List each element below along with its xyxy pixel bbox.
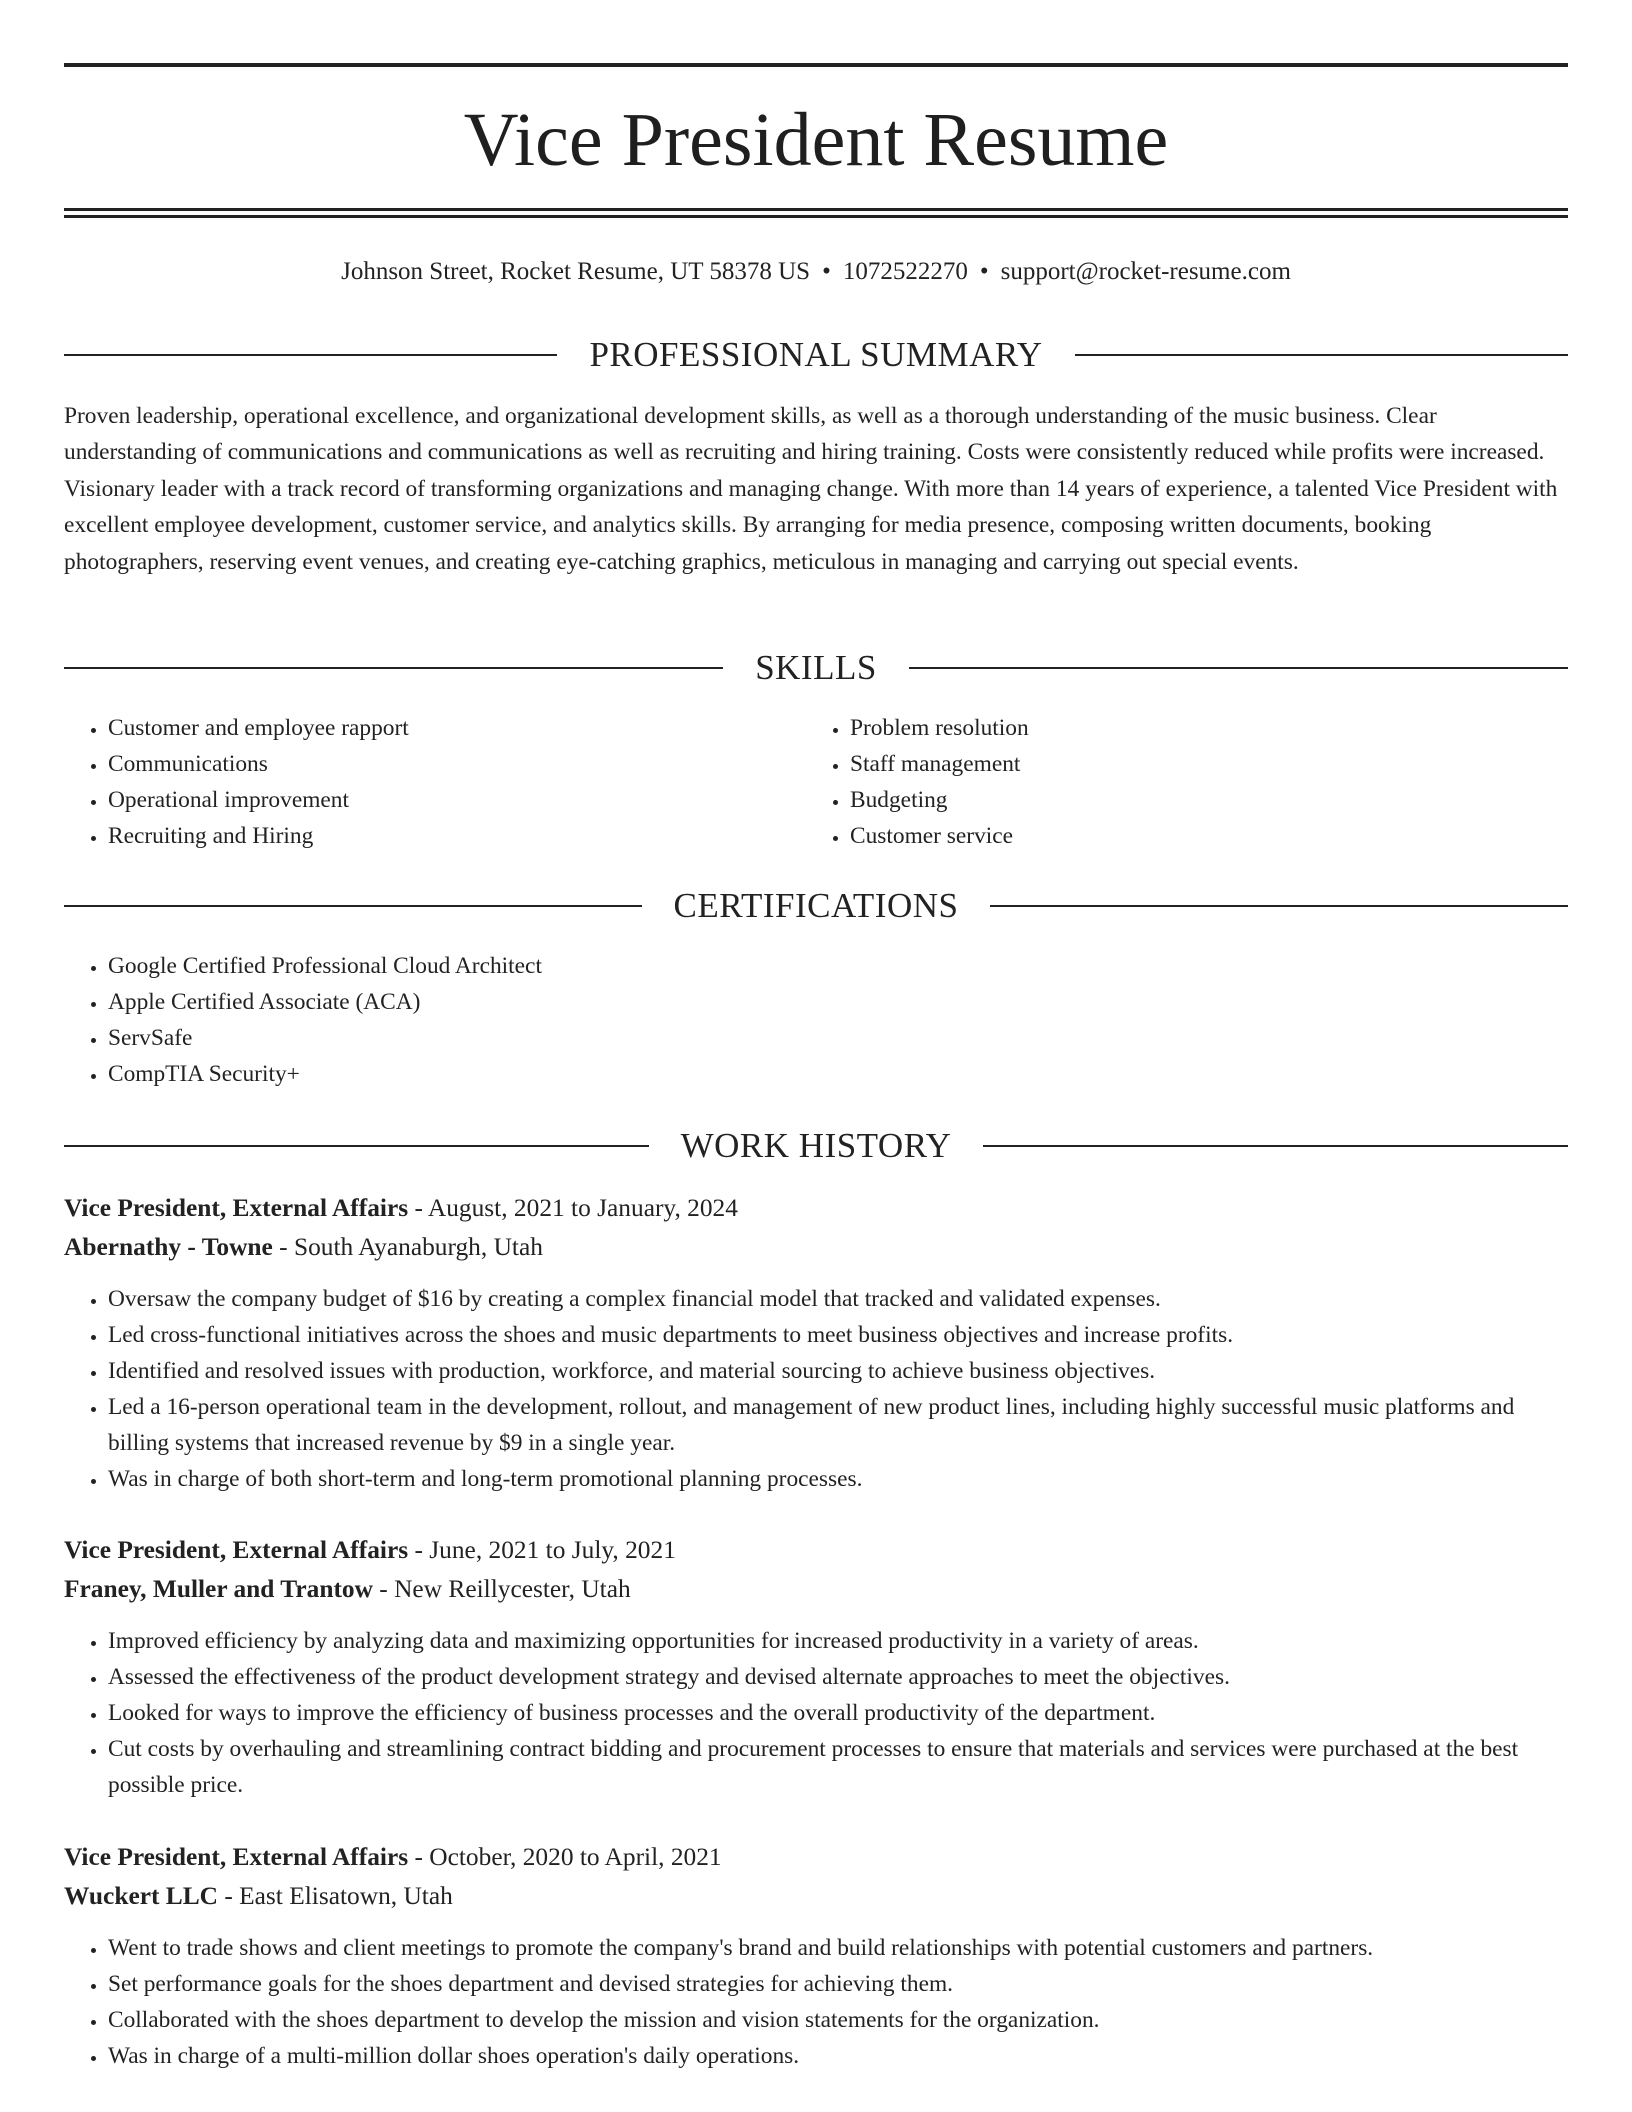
job-bullet: • Oversaw the company budget of $16 by creating a complex financial model that tracked and validated expenses.: [108, 1281, 1568, 1317]
skill-item: • Problem resolution: [850, 710, 1550, 746]
skill-item: • Recruiting and Hiring: [108, 818, 808, 854]
job-title: Vice President, External Affairs: [64, 1536, 409, 1564]
job-company: Wuckert LLC: [64, 1882, 218, 1910]
skills-list-right: [806, 710, 1550, 854]
job-location: - New Reillycester, Utah: [372, 1575, 631, 1603]
section-rule: [64, 1145, 649, 1147]
job-dates: - August, 2021 to January, 2024: [408, 1194, 738, 1222]
job-bullet: • Identified and resolved issues with production, workforce, and material sourcing to achieve business objectives.: [108, 1353, 1568, 1389]
skill-item: • Communications: [108, 746, 808, 782]
job-bullet: • Went to trade shows and client meetings to promote the company's brand and build relationships with potential customers and partners.: [108, 1930, 1568, 1966]
section-rule: [64, 354, 557, 356]
contact-separator: •: [979, 258, 989, 285]
certification-item: • Google Certified Professional Cloud Architect: [108, 948, 1108, 984]
job-title-line: [64, 1531, 1568, 1570]
contact-line: [64, 252, 1568, 292]
skill-item: • Operational improvement: [108, 782, 808, 818]
section-header-certifications: [64, 881, 1568, 931]
skills-list-left: [64, 710, 808, 854]
top-rule: [64, 63, 1568, 67]
contact-email: support@rocket-resume.com: [1000, 258, 1291, 285]
certification-item: • ServSafe: [108, 1020, 1108, 1056]
job-entry: [64, 1189, 1568, 1497]
job-location: - East Elisatown, Utah: [218, 1882, 453, 1910]
skill-item: • Customer and employee rapport: [108, 710, 808, 746]
certification-item: • Apple Certified Associate (ACA): [108, 984, 1108, 1020]
contact-separator: •: [822, 258, 831, 285]
section-title-summary: PROFESSIONAL SUMMARY: [589, 335, 1043, 374]
section-header-work-history: [64, 1121, 1568, 1171]
section-rule: [64, 667, 723, 669]
job-bullet: • Collaborated with the shoes department to develop the mission and vision statements for the organization.: [108, 2002, 1568, 2038]
section-rule: [990, 905, 1568, 907]
certifications-list: [64, 948, 1108, 1092]
job-company-line: [64, 1228, 1568, 1267]
job-dates: - October, 2020 to April, 2021: [408, 1843, 722, 1871]
job-bullet: • Led a 16-person operational team in the development, rollout, and management of new product lines, including highly successful music platforms and billing systems that increased revenue by $9 in a single year.: [108, 1389, 1568, 1461]
resume-title: Vice President Resume: [463, 98, 1169, 182]
job-bullet: • Led cross-functional initiatives across the shoes and music departments to meet business objectives and increase profits.: [108, 1317, 1568, 1353]
job-entry: [64, 1838, 1568, 2074]
job-bullet: • Set performance goals for the shoes department and devised strategies for achieving them.: [108, 1966, 1568, 2002]
job-bullets: [64, 1281, 1568, 1497]
job-dates: - June, 2021 to July, 2021: [408, 1536, 676, 1564]
skill-item: • Budgeting: [850, 782, 1550, 818]
job-bullet: • Was in charge of a multi-million dollar shoes operation's daily operations.: [108, 2038, 1568, 2074]
contact-address: Johnson Street, Rocket Resume, UT 58378 US: [341, 258, 811, 285]
job-bullets: [64, 1623, 1568, 1803]
job-company: Abernathy - Towne: [64, 1233, 273, 1261]
section-rule: [983, 1145, 1568, 1147]
job-company: Franey, Muller and Trantow: [64, 1575, 373, 1603]
skill-item: • Customer service: [850, 818, 1550, 854]
section-rule: [1075, 354, 1568, 356]
summary-text: Proven leadership, operational excellence, and organizational development skills, as well as a thorough understanding of the music business. Clear understanding of communications and communications as well as recruiting and hiring training. Costs were consistently reduced while profits were increased. Visionary leader with a track record of transforming organizations and managing change. With more than 14 years of experience, a talented Vice President with excellent employee development, customer service, and analytics skills. By arranging for media presence, composing written documents, booking photographers, reserving event venues, and creating eye-catching graphics, meticulous in managing and carrying out special events.: [64, 403, 1558, 575]
section-title-work-history: WORK HISTORY: [680, 1126, 952, 1165]
title-double-rule: [64, 208, 1568, 218]
section-header-summary: [64, 330, 1568, 380]
section-header-skills: [64, 643, 1568, 693]
section-rule: [64, 905, 642, 907]
job-bullets: [64, 1930, 1568, 2074]
section-rule: [909, 667, 1568, 669]
job-bullet: • Improved efficiency by analyzing data and maximizing opportunities for increased productivity in a variety of areas.: [108, 1623, 1568, 1659]
job-bullet: • Was in charge of both short-term and long-term promotional planning processes.: [108, 1461, 1568, 1497]
job-title-line: [64, 1189, 1568, 1228]
section-title-skills: SKILLS: [755, 648, 877, 687]
job-title-line: [64, 1838, 1568, 1877]
certification-item: • CompTIA Security+: [108, 1056, 1108, 1092]
skill-item: • Staff management: [850, 746, 1550, 782]
contact-phone: 1072522270: [842, 258, 968, 285]
job-title: Vice President, External Affairs: [64, 1194, 409, 1222]
job-title: Vice President, External Affairs: [64, 1843, 409, 1871]
job-location: - South Ayanaburgh, Utah: [272, 1233, 543, 1261]
job-bullet: • Looked for ways to improve the efficiency of business processes and the overall productivity of the department.: [108, 1695, 1568, 1731]
section-title-certifications: CERTIFICATIONS: [673, 886, 959, 925]
job-entry: [64, 1531, 1568, 1803]
job-bullet: • Cut costs by overhauling and streamlining contract bidding and procurement processes to ensure that materials and services were purchased at the best possible price.: [108, 1731, 1568, 1803]
job-bullet: • Assessed the effectiveness of the product development strategy and devised alternate approaches to meet the objectives.: [108, 1659, 1568, 1695]
job-company-line: [64, 1570, 1568, 1609]
job-company-line: [64, 1877, 1568, 1916]
